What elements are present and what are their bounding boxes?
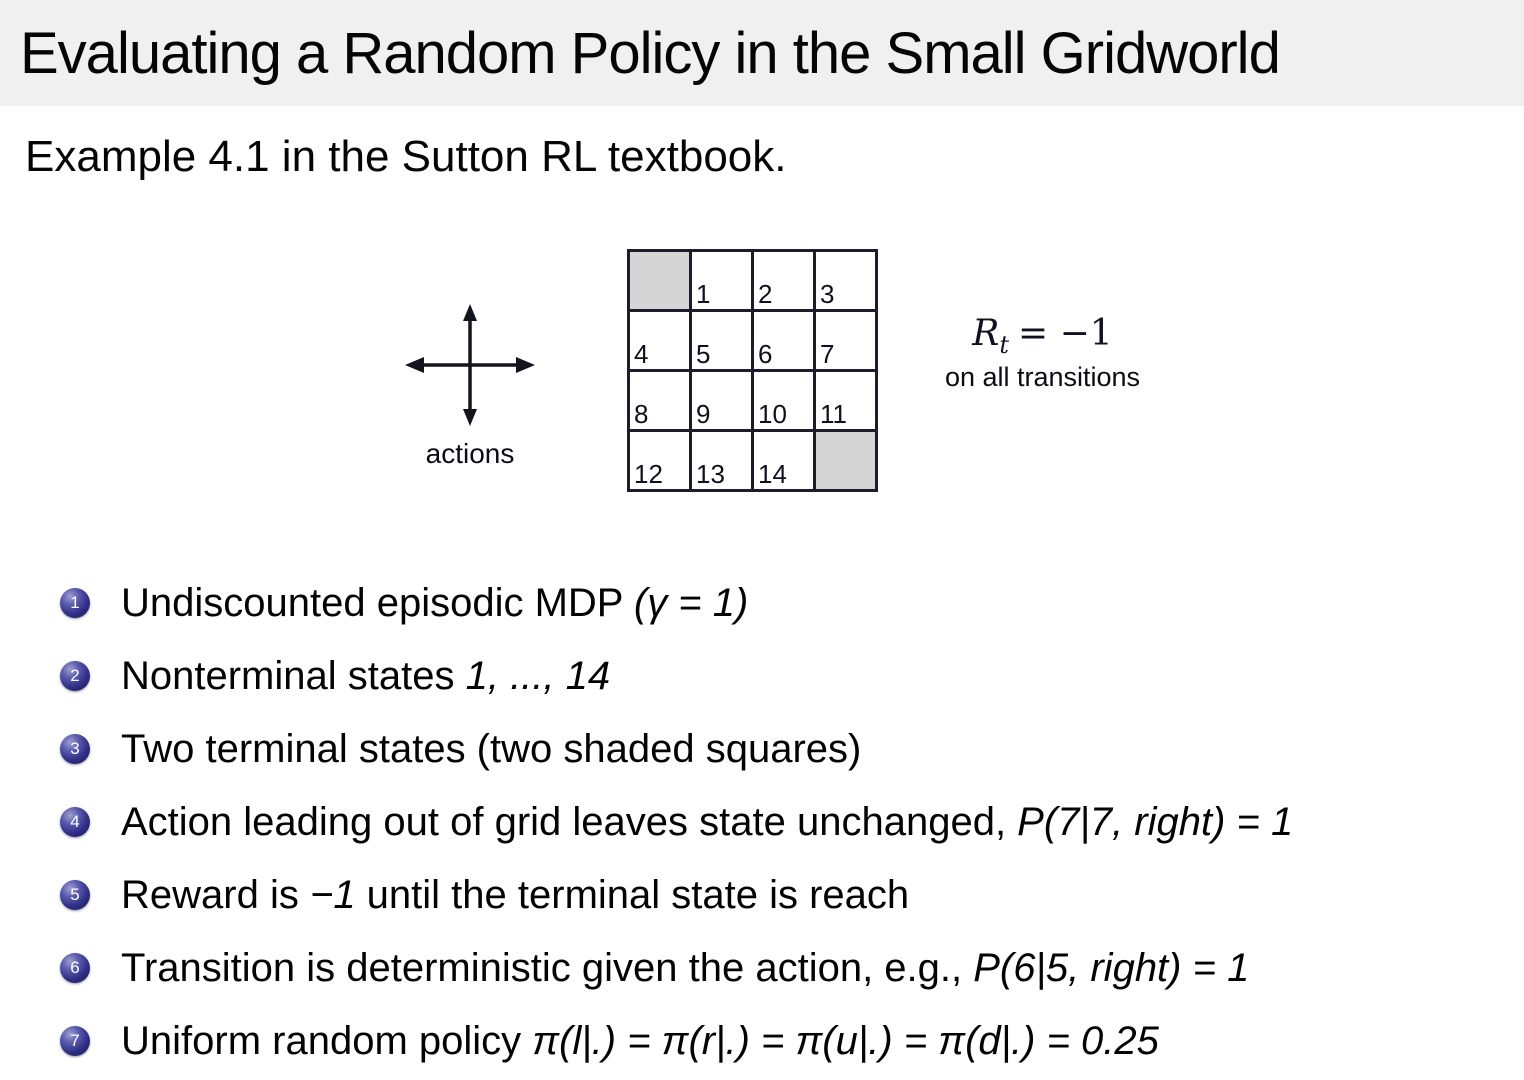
- list-item-7: [60, 1019, 1293, 1063]
- reward-symbol: R: [972, 313, 1000, 354]
- list-item-6: [60, 946, 1293, 990]
- grid-cell-12: 12: [629, 431, 691, 491]
- actions-label: actions: [425, 438, 515, 469]
- math-text: P(6|5, right) = 1: [973, 945, 1250, 990]
- item-text: [121, 946, 1249, 991]
- item-number-ball: 6: [60, 953, 90, 983]
- grid-cell-1: 1: [691, 251, 753, 311]
- math-text: π(l|.) = π(r|.) = π(u|.) = π(d|.) = 0.25: [532, 1018, 1159, 1063]
- grid-cell-8: 8: [629, 371, 691, 431]
- grid-cell-4: 4: [629, 311, 691, 371]
- terminal-cell: [815, 431, 877, 491]
- grid-cell-14: 14: [753, 431, 815, 491]
- grid-row: [629, 371, 877, 431]
- reward-caption: on all transitions: [944, 361, 1141, 392]
- math-text: 1, ..., 14: [465, 653, 611, 698]
- reward-subscript: t: [999, 331, 1010, 360]
- math-text: −1: [309, 872, 356, 917]
- actions-figure: [405, 304, 535, 426]
- plain-text: Reward is: [121, 872, 310, 917]
- grid-cell-2: 2: [753, 251, 815, 311]
- grid-cell-9: 9: [691, 371, 753, 431]
- item-text: [121, 1019, 1159, 1064]
- plain-text: Uniform random policy: [121, 1018, 533, 1063]
- grid-cell-10: 10: [753, 371, 815, 431]
- bullet-list: [60, 581, 1293, 1080]
- slide-title-bar: [0, 0, 1524, 106]
- item-text: [121, 727, 861, 772]
- grid-cell-11: 11: [815, 371, 877, 431]
- item-number-ball: 4: [60, 807, 90, 837]
- grid-cell-3: 3: [815, 251, 877, 311]
- grid-row: [629, 431, 877, 491]
- reward-annotation: [925, 314, 1160, 393]
- plain-text: Transition is deterministic given the action, e.g.,: [121, 945, 974, 990]
- list-item-5: [60, 873, 1293, 917]
- item-text: [121, 581, 748, 626]
- math-text: (γ = 1): [633, 580, 749, 625]
- grid-cell-6: 6: [753, 311, 815, 371]
- plain-text: until the terminal state is reach: [355, 872, 910, 917]
- math-text: P(7|7, right) = 1: [1017, 799, 1294, 844]
- item-text: [121, 800, 1293, 845]
- item-number-ball: 7: [60, 1026, 90, 1056]
- subtitle: Example 4.1 in the Sutton RL textbook.: [25, 132, 787, 181]
- grid-row: [629, 311, 877, 371]
- grid-cell-7: 7: [815, 311, 877, 371]
- grid-cell-13: 13: [691, 431, 753, 491]
- reward-value: = −1: [1018, 313, 1113, 354]
- list-item-1: [60, 581, 1293, 625]
- list-item-3: [60, 727, 1293, 771]
- slide-title: Evaluating a Random Policy in the Small Gridworld: [20, 20, 1280, 86]
- item-text: [121, 873, 909, 918]
- plain-text: Undiscounted episodic MDP: [121, 580, 634, 625]
- item-text: [121, 654, 610, 699]
- reward-formula: [925, 314, 1160, 359]
- grid-cell-5: 5: [691, 311, 753, 371]
- list-item-2: [60, 654, 1293, 698]
- plain-text: Nonterminal states: [121, 653, 466, 698]
- item-number-ball: 3: [60, 734, 90, 764]
- terminal-cell: [629, 251, 691, 311]
- item-number-ball: 5: [60, 880, 90, 910]
- item-number-ball: 2: [60, 661, 90, 691]
- list-item-4: [60, 800, 1293, 844]
- actions-cross-icon: [405, 304, 535, 426]
- plain-text: Action leading out of grid leaves state unchanged,: [121, 799, 1018, 844]
- grid-row: [629, 251, 877, 311]
- item-number-ball: 1: [60, 588, 90, 618]
- plain-text: Two terminal states (two shaded squares): [121, 726, 862, 771]
- gridworld-grid: [627, 249, 878, 492]
